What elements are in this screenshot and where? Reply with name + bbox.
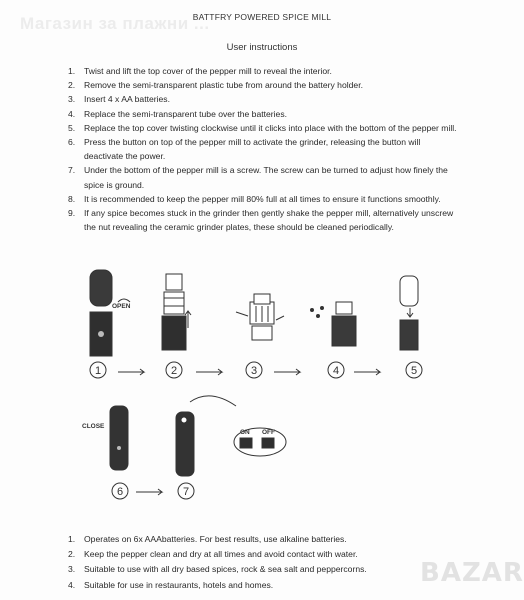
instruction-item — [68, 92, 460, 106]
mill-step2-illustration — [162, 274, 191, 350]
item-number: 2. — [68, 80, 76, 91]
item-number: 7. — [68, 165, 76, 176]
mill-step3-illustration — [236, 294, 284, 340]
item-text: Under the bottom of the pepper mill is a screw. The screw can be turned to adjust how finely the spice is ground. — [84, 165, 448, 190]
item-text: Press the button on top of the pepper mill to activate the grinder, releasing the button will deactivate the power. — [84, 137, 421, 162]
instruction-item — [68, 206, 460, 234]
document-subtitle: User instructions — [226, 42, 298, 53]
item-number: 5. — [68, 122, 76, 133]
on-label: ON — [240, 429, 250, 436]
note-item — [68, 547, 468, 562]
item-text: Suitable for use in restaurants, hotels and homes. — [84, 579, 274, 590]
notes-list — [68, 532, 468, 593]
instruction-list — [68, 64, 460, 234]
item-number: 4. — [68, 108, 76, 119]
mill-step6-illustration — [110, 406, 128, 470]
bazar-watermark: BAZAR — [420, 558, 524, 588]
instruction-item — [68, 192, 460, 206]
item-text: Operates on 6x AAAbatteries. For best results, use alkaline batteries. — [84, 534, 347, 544]
item-number: 2. — [68, 549, 76, 560]
item-number: 1. — [68, 534, 76, 544]
instruction-item — [68, 135, 460, 163]
step-diagram — [60, 262, 440, 508]
item-text: If any spice becomes stuck in the grinder then gently shake the pepper mill, alternatively unscrew the nut revealing the ceramic grinder plates, these should be cleaned periodically. — [84, 208, 454, 233]
instruction-item — [68, 163, 460, 191]
item-text: Insert 4 x AA batteries. — [84, 94, 170, 105]
item-number: 8. — [68, 193, 76, 204]
item-text: Replace the semi-transparent tube over the batteries. — [84, 108, 288, 119]
store-watermark: Магазин за плажни ... — [20, 14, 210, 33]
step-number: 3 — [251, 365, 258, 377]
mill-step4-illustration — [311, 302, 357, 346]
instruction-item — [68, 78, 460, 92]
close-label: CLOSE — [82, 423, 105, 430]
step-number: 6 — [117, 486, 124, 498]
item-text: Suitable to use with all dry based spices, rock & sea salt and peppercorns. — [84, 564, 367, 575]
item-number: 4. — [68, 579, 76, 590]
item-text: Remove the semi-transparent plastic tube from around the battery holder. — [84, 80, 363, 91]
item-text: It is recommended to keep the pepper mill 80% full at all times to ensure it functions smoothly. — [84, 193, 441, 204]
step-number: 4 — [333, 365, 340, 377]
item-text: Replace the top cover twisting clockwise until it clicks into place with the bottom of the pepper mill. — [84, 122, 457, 133]
step-number: 5 — [411, 365, 418, 377]
step-number: 1 — [95, 365, 102, 377]
item-number: 6. — [68, 137, 76, 148]
document-title: BATTFRY POWERED SPICE MILL — [192, 12, 332, 22]
item-number: 1. — [68, 66, 76, 76]
instruction-item — [68, 107, 460, 121]
note-item — [68, 532, 468, 547]
item-number: 3. — [68, 564, 76, 575]
item-number: 3. — [68, 94, 76, 105]
mill-step1-illustration — [90, 270, 130, 356]
step-number: 7 — [183, 486, 190, 498]
item-text: Keep the pepper clean and dry at all times and avoid contact with water. — [84, 549, 358, 560]
step-number: 2 — [171, 365, 178, 377]
note-item — [68, 578, 468, 593]
off-label: OFF — [262, 429, 275, 436]
item-text: Twist and lift the top cover of the pepper mill to reveal the interior. — [84, 66, 332, 76]
instruction-item — [68, 64, 460, 78]
note-item — [68, 562, 468, 577]
open-label: OPEN — [112, 303, 131, 310]
item-number: 9. — [68, 208, 76, 219]
mill-step5-illustration — [400, 276, 418, 350]
instruction-item — [68, 121, 460, 135]
